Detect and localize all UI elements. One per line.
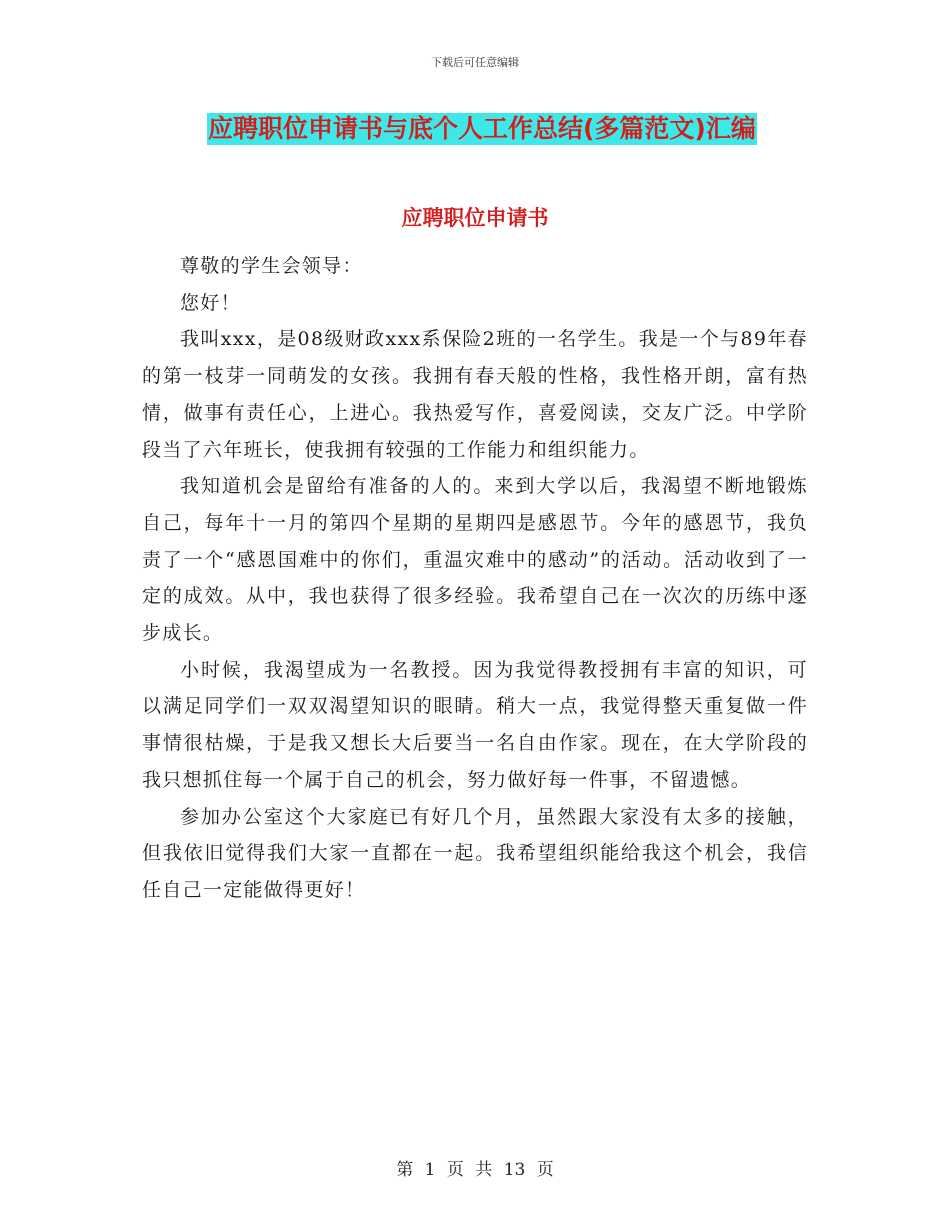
section-title: 应聘职位申请书: [401, 206, 549, 230]
salutation: 尊敬的学生会领导：: [180, 255, 363, 277]
letter-body: [142, 248, 808, 909]
paragraph: 我叫xxx，是08级财政xxx系保险2班的一名学生。我是一个与89年春的第一枝芽一同萌发的女孩。我拥有春天般的性格，我性格开朗，富有热情，做事有责任心，上进心。我热爱写作，喜爱阅读，交友广泛。中学阶段当了六年班长，使我拥有较强的工作能力和组织能力。: [142, 328, 808, 461]
paragraph: 参加办公室这个大家庭已有好几个月，虽然跟大家没有太多的接触，但我依旧觉得我们大家一直都在一起。我希望组织能给我这个机会，我信任自己一定能做得更好！: [142, 805, 808, 901]
document-title: 应聘职位申请书与底个人工作总结(多篇范文)汇编: [208, 114, 756, 143]
page-footer: 第 1 页 共 13 页: [396, 1160, 554, 1180]
greeting: 您好！: [180, 291, 241, 314]
header-note: 下载后可任意编辑: [431, 56, 519, 69]
paragraph: 小时候，我渴望成为一名教授。因为我觉得教授拥有丰富的知识，可以满足同学们一双双渴望知识的眼睛。稍大一点，我觉得整天重复做一件事情很枯燥，于是我又想长大后要当一名自由作家。现在，在大学阶段的我只想抓住每一个属于自己的机会，努力做好每一件事，不留遗憾。: [142, 658, 808, 791]
paragraph: 我知道机会是留给有准备的人的。来到大学以后，我渴望不断地锻炼自己，每年十一月的第四个星期的星期四是感恩节。今年的感恩节，我负责了一个“感恩国难中的你们，重温灾难中的感动”的活动。活动收到了一定的成效。从中，我也获得了很多经验。我希望自己在一次次的历练中逐步成长。: [142, 475, 808, 645]
